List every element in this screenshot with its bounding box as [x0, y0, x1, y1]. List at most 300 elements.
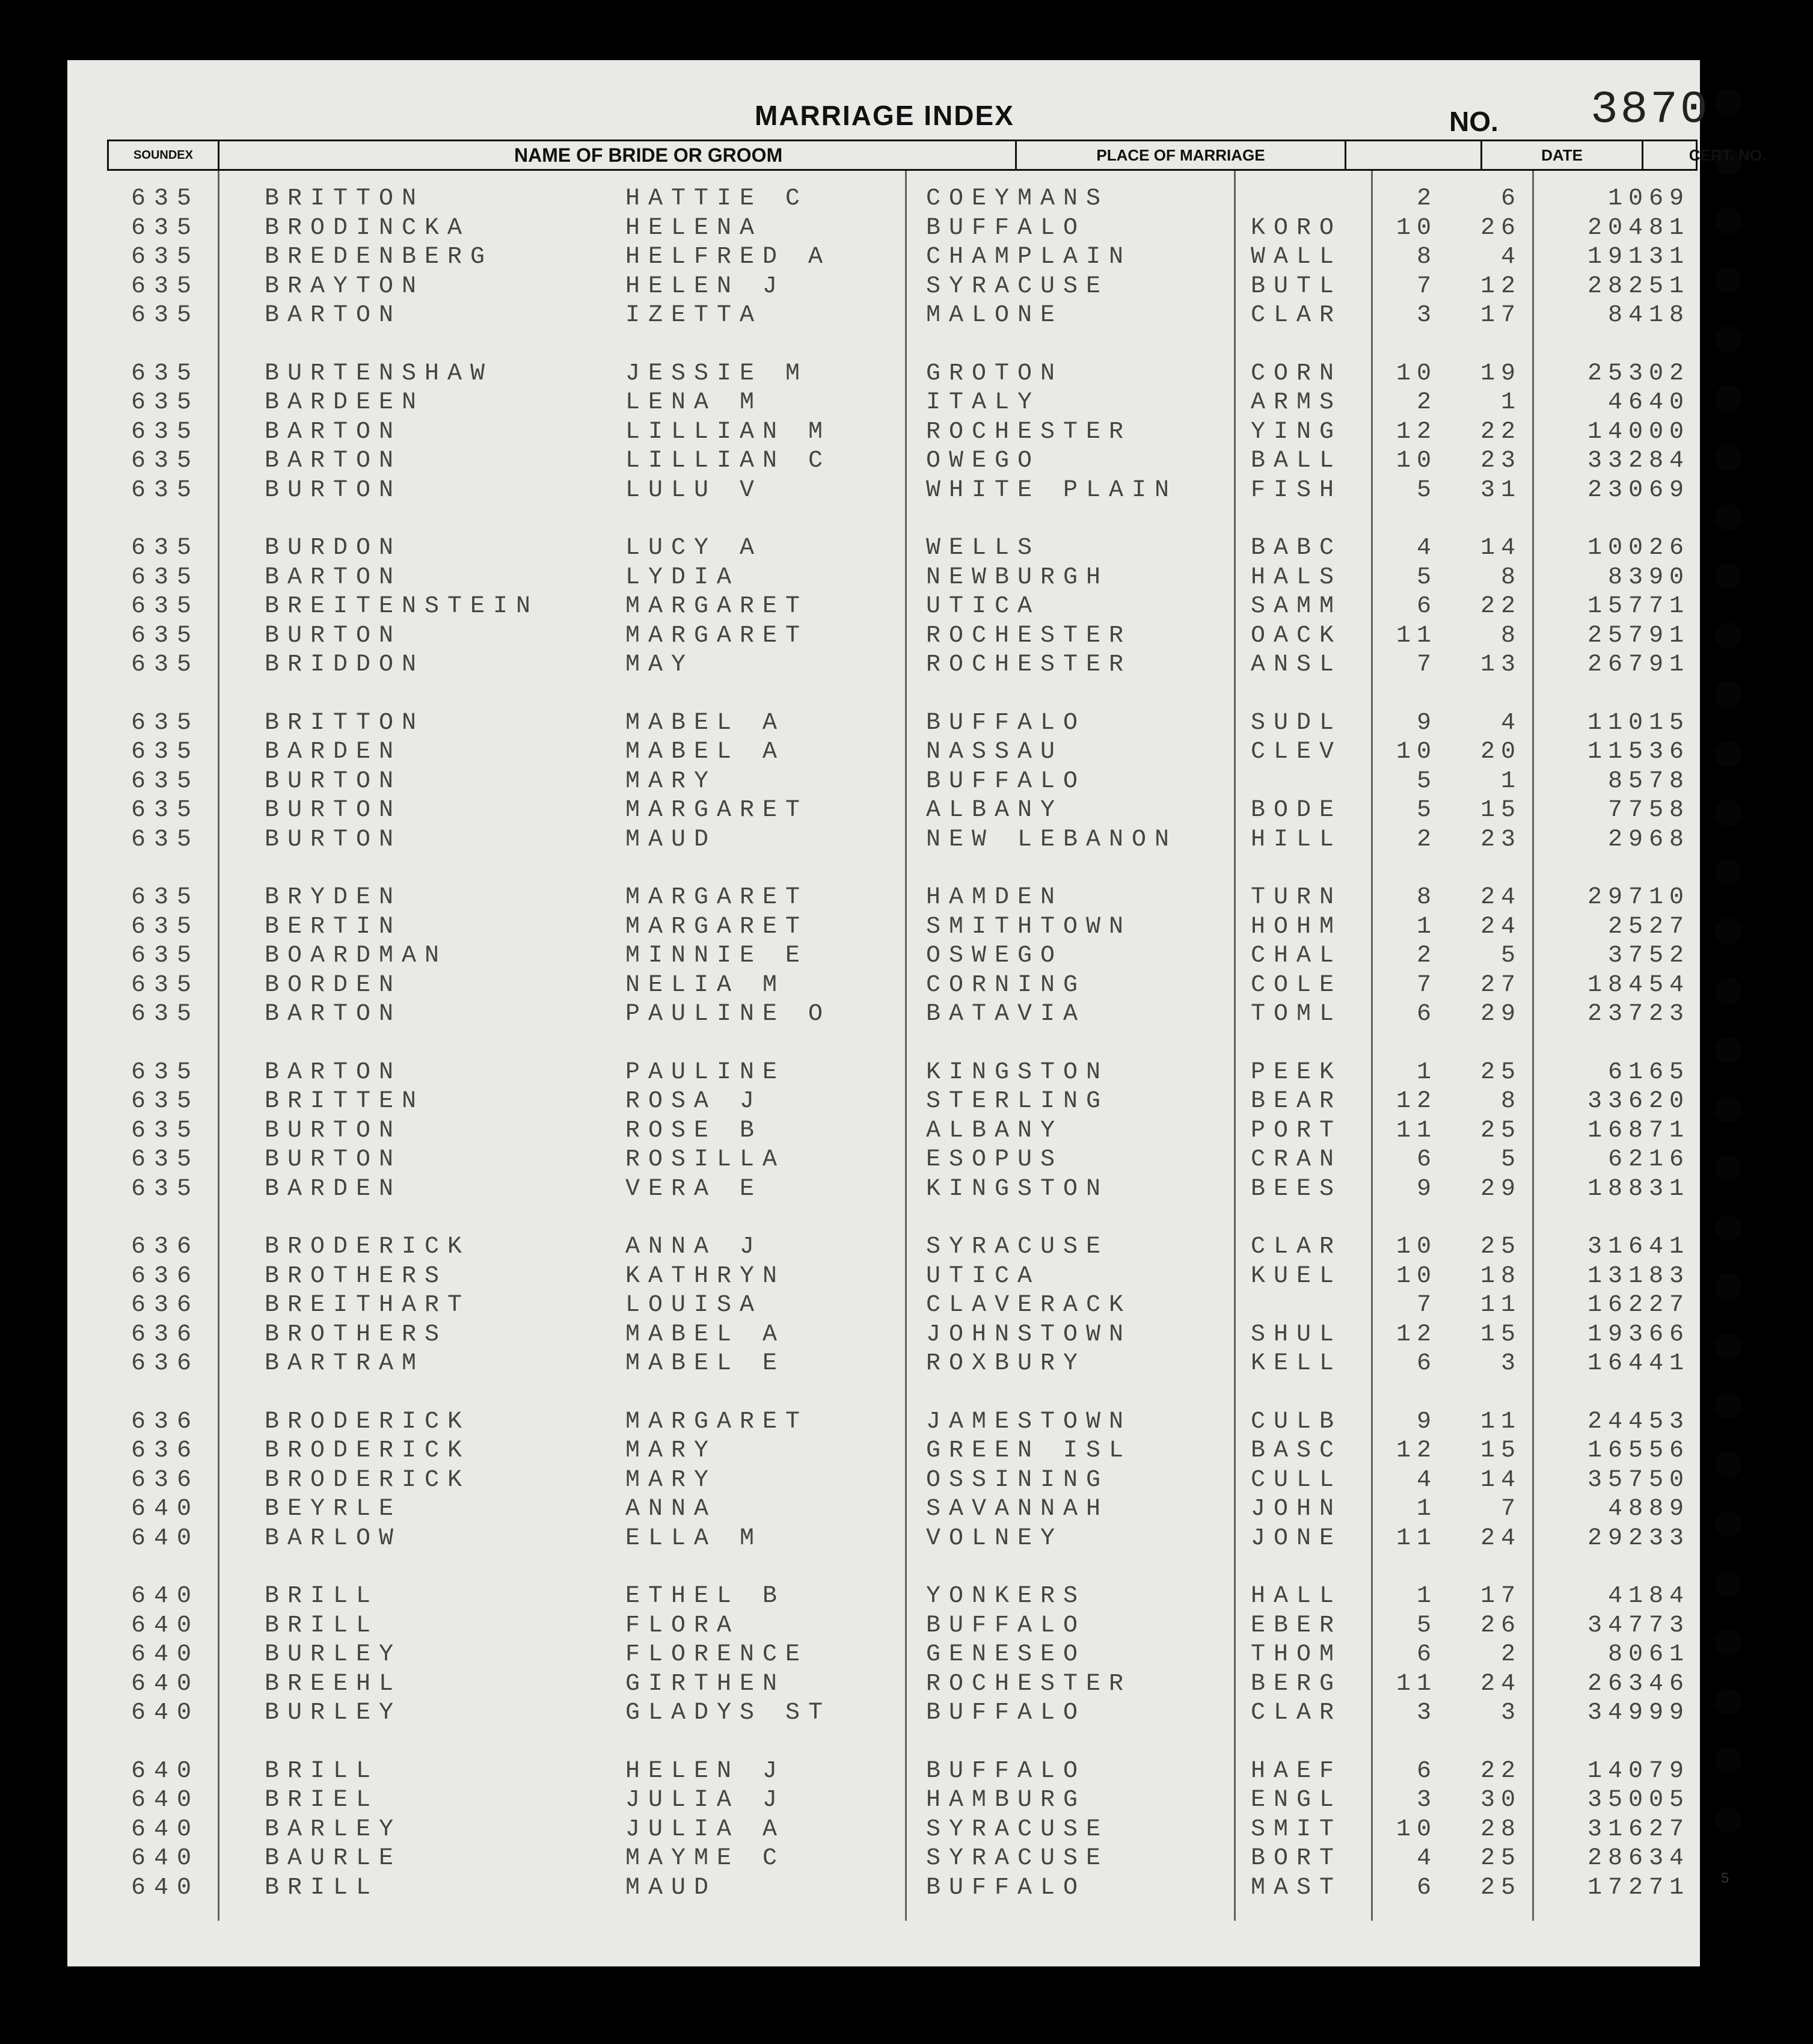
officiant-code: SMIT [1251, 1816, 1343, 1843]
given-name: FLORENCE [625, 1641, 809, 1668]
given-name: GLADYS ST [625, 1699, 832, 1726]
month: 1 [1416, 913, 1437, 941]
officiant-code: KORO [1251, 215, 1343, 242]
soundex-code: 635 [131, 564, 200, 591]
soundex-code: 635 [131, 768, 200, 795]
given-name: ROSA J [625, 1088, 763, 1115]
officiant-code: SUDL [1251, 710, 1343, 737]
soundex-code: 640 [131, 1671, 200, 1698]
soundex-code: 636 [131, 1321, 200, 1348]
month: 4 [1416, 1467, 1437, 1494]
header-name: NAME OF BRIDE OR GROOM [219, 141, 1017, 169]
officiant-code: KELL [1251, 1350, 1343, 1377]
surname: BRIDDON [265, 651, 425, 678]
month: 3 [1416, 302, 1437, 329]
officiant-code: BUTL [1251, 273, 1343, 300]
day: 22 [1480, 593, 1521, 620]
given-name: MARGARET [625, 797, 809, 824]
place-of-marriage: YONKERS [926, 1583, 1087, 1610]
soundex-code: 635 [131, 710, 200, 737]
soundex-code: 640 [131, 1787, 200, 1814]
feed-hole [1715, 326, 1741, 352]
surname: BURTON [265, 1146, 402, 1173]
officiant-code: BERG [1251, 1671, 1343, 1698]
cert-number: 26791 [1587, 651, 1690, 678]
officiant-code: MAST [1251, 1874, 1343, 1901]
cert-number: 8418 [1607, 302, 1690, 329]
given-name: MAY [625, 651, 695, 678]
given-name: MARY [625, 768, 717, 795]
given-name: NELIA M [625, 972, 786, 999]
surname: BRODERICK [265, 1408, 471, 1435]
day: 15 [1480, 797, 1521, 824]
soundex-code: 635 [131, 360, 200, 387]
month: 10 [1396, 738, 1437, 766]
cert-number: 7758 [1607, 797, 1690, 824]
soundex-code: 635 [131, 826, 200, 853]
surname: BURLEY [265, 1641, 402, 1668]
surname: BRODERICK [265, 1437, 471, 1464]
officiant-code: BEAR [1251, 1088, 1343, 1115]
cert-number: 24453 [1587, 1408, 1690, 1435]
day: 19 [1480, 360, 1521, 387]
feed-hole [1715, 1748, 1741, 1774]
feed-hole [1715, 1392, 1741, 1419]
day: 14 [1480, 1467, 1521, 1494]
day: 17 [1480, 302, 1521, 329]
month: 5 [1416, 1612, 1437, 1639]
cert-number: 34773 [1587, 1612, 1690, 1639]
given-name: VERA E [625, 1176, 763, 1203]
given-name: HELEN J [625, 273, 786, 300]
given-name: ETHEL B [625, 1583, 786, 1610]
day: 8 [1500, 1088, 1521, 1115]
soundex-code: 635 [131, 942, 200, 969]
surname: BRITTON [265, 185, 425, 212]
header-cert: CERT. NO. [1689, 146, 1767, 164]
day: 5 [1500, 942, 1521, 969]
column-header-row [107, 140, 1767, 171]
officiant-code: YING [1251, 419, 1343, 446]
cert-number: 33284 [1587, 447, 1690, 474]
place-of-marriage: SYRACUSE [926, 273, 1109, 300]
day: 15 [1480, 1321, 1521, 1348]
cert-number: 8390 [1607, 564, 1690, 591]
cert-number: 16556 [1587, 1437, 1690, 1464]
feed-hole [1715, 1629, 1741, 1656]
surname: BARTON [265, 564, 402, 591]
surname: BURTON [265, 477, 402, 504]
soundex-code: 635 [131, 477, 200, 504]
place-of-marriage: CORNING [926, 972, 1087, 999]
place-of-marriage: ITALY [926, 389, 1041, 416]
feed-hole [1715, 978, 1741, 1004]
month: 6 [1416, 1350, 1437, 1377]
month: 10 [1396, 1233, 1437, 1260]
feed-hole [1715, 681, 1741, 708]
cert-number: 4184 [1607, 1583, 1690, 1610]
cert-number: 17271 [1587, 1874, 1690, 1901]
given-name: LENA M [625, 389, 763, 416]
place-of-marriage: SYRACUSE [926, 1233, 1109, 1260]
soundex-code: 635 [131, 651, 200, 678]
month: 5 [1416, 477, 1437, 504]
place-of-marriage: OSWEGO [926, 942, 1064, 969]
feed-hole [1715, 859, 1741, 886]
place-of-marriage: GREEN ISL [926, 1437, 1132, 1464]
day: 15 [1480, 1437, 1521, 1464]
cert-number: 23069 [1587, 477, 1690, 504]
feed-hole [1715, 1689, 1741, 1715]
soundex-code: 636 [131, 1467, 200, 1494]
place-of-marriage: BUFFALO [926, 215, 1087, 242]
surname: BROTHERS [265, 1321, 448, 1348]
month: 9 [1416, 1408, 1437, 1435]
day: 24 [1480, 884, 1521, 911]
month: 5 [1416, 797, 1437, 824]
day: 25 [1480, 1845, 1521, 1872]
month: 7 [1416, 1292, 1437, 1319]
cert-number: 31641 [1587, 1233, 1690, 1260]
given-name: LYDIA [625, 564, 740, 591]
month: 12 [1396, 1088, 1437, 1115]
soundex-code: 635 [131, 535, 200, 562]
place-of-marriage: KINGSTON [926, 1059, 1109, 1086]
place-of-marriage: HAMBURG [926, 1787, 1087, 1814]
month: 9 [1416, 710, 1437, 737]
feed-hole [1715, 1570, 1741, 1597]
surname: BRITTON [265, 710, 425, 737]
place-of-marriage: ROXBURY [926, 1350, 1087, 1377]
cert-number: 35750 [1587, 1467, 1690, 1494]
officiant-code: BASC [1251, 1437, 1343, 1464]
soundex-code: 635 [131, 1059, 200, 1086]
surname: BRIEL [265, 1787, 379, 1814]
feed-hole [1715, 1274, 1741, 1300]
day: 4 [1500, 244, 1521, 271]
officiant-code: TURN [1251, 884, 1343, 911]
surname: BREITENSTEIN [265, 593, 539, 620]
cert-number: 3752 [1607, 942, 1690, 969]
tractor-feed-holes [1715, 0, 1751, 2044]
month: 1 [1416, 1496, 1437, 1523]
soundex-code: 635 [131, 215, 200, 242]
day: 8 [1500, 622, 1521, 649]
place-of-marriage: MALONE [926, 302, 1064, 329]
officiant-code: CULB [1251, 1408, 1343, 1435]
month: 3 [1416, 1699, 1437, 1726]
day: 7 [1500, 1496, 1521, 1523]
day: 25 [1480, 1059, 1521, 1086]
officiant-code: BEES [1251, 1176, 1343, 1203]
month: 3 [1416, 1787, 1437, 1814]
soundex-code: 635 [131, 185, 200, 212]
soundex-code: 640 [131, 1612, 200, 1639]
officiant-code: BALL [1251, 447, 1343, 474]
place-of-marriage: NASSAU [926, 738, 1064, 766]
place-of-marriage: OSSINING [926, 1467, 1109, 1494]
day: 11 [1480, 1408, 1521, 1435]
given-name: IZETTA [625, 302, 763, 329]
given-name: LOUISA [625, 1292, 763, 1319]
month: 11 [1396, 1117, 1437, 1144]
given-name: KATHRYN [625, 1263, 786, 1290]
soundex-code: 635 [131, 1146, 200, 1173]
surname: BRILL [265, 1758, 379, 1785]
given-name: ROSE B [625, 1117, 763, 1144]
given-name: PAULINE O [625, 1001, 832, 1028]
place-of-marriage: ROCHESTER [926, 419, 1132, 446]
month: 6 [1416, 1758, 1437, 1785]
surname: BRILL [265, 1612, 379, 1639]
officiant-code: BORT [1251, 1845, 1343, 1872]
place-of-marriage: SYRACUSE [926, 1816, 1109, 1843]
surname: BURLEY [265, 1699, 402, 1726]
surname: BRODINCKA [265, 215, 471, 242]
feed-hole [1715, 444, 1741, 471]
given-name: MABEL A [625, 710, 786, 737]
soundex-code: 640 [131, 1496, 200, 1523]
given-name: MAYME C [625, 1845, 786, 1872]
surname: BRILL [265, 1874, 379, 1901]
header-date: DATE [1482, 141, 1643, 169]
month: 8 [1416, 884, 1437, 911]
day: 5 [1500, 1146, 1521, 1173]
given-name: LILLIAN C [625, 447, 832, 474]
feed-hole [1715, 89, 1741, 115]
cert-number: 1069 [1607, 185, 1690, 212]
day: 11 [1480, 1292, 1521, 1319]
soundex-code: 640 [131, 1758, 200, 1785]
place-of-marriage: JAMESTOWN [926, 1408, 1132, 1435]
cert-number: 29233 [1587, 1525, 1690, 1552]
month: 7 [1416, 273, 1437, 300]
cert-number: 11015 [1587, 710, 1690, 737]
month: 4 [1416, 1845, 1437, 1872]
cert-number: 6216 [1607, 1146, 1690, 1173]
place-of-marriage: BUFFALO [926, 710, 1087, 737]
given-name: ANNA J [625, 1233, 763, 1260]
place-of-marriage: SMITHTOWN [926, 913, 1132, 941]
soundex-code: 635 [131, 593, 200, 620]
soundex-code: 640 [131, 1525, 200, 1552]
surname: BRITTEN [265, 1088, 425, 1115]
officiant-code: ENGL [1251, 1787, 1343, 1814]
place-of-marriage: UTICA [926, 593, 1041, 620]
surname: BROTHERS [265, 1263, 448, 1290]
soundex-code: 635 [131, 884, 200, 911]
day: 23 [1480, 826, 1521, 853]
surname: BREITHART [265, 1292, 471, 1319]
surname: BRODERICK [265, 1233, 471, 1260]
officiant-code: KUEL [1251, 1263, 1343, 1290]
header-place: PLACE OF MARRIAGE [1017, 141, 1346, 169]
day: 3 [1500, 1699, 1521, 1726]
officiant-code: EBER [1251, 1612, 1343, 1639]
place-of-marriage: NEWBURGH [926, 564, 1109, 591]
soundex-code: 640 [131, 1641, 200, 1668]
day: 1 [1500, 768, 1521, 795]
soundex-code: 635 [131, 302, 200, 329]
column-rule [218, 171, 219, 1921]
soundex-code: 640 [131, 1699, 200, 1726]
cert-number: 16227 [1587, 1292, 1690, 1319]
given-name: LULU V [625, 477, 763, 504]
given-name: MABEL E [625, 1350, 786, 1377]
place-of-marriage: BATAVIA [926, 1001, 1087, 1028]
officiant-code: HILL [1251, 826, 1343, 853]
day: 24 [1480, 1671, 1521, 1698]
surname: BRYDEN [265, 884, 402, 911]
given-name: MARY [625, 1467, 717, 1494]
month: 10 [1396, 1263, 1437, 1290]
month: 9 [1416, 1176, 1437, 1203]
day: 20 [1480, 738, 1521, 766]
soundex-code: 635 [131, 1088, 200, 1115]
footer-mark: 5 [1721, 1870, 1729, 1886]
cert-number: 16871 [1587, 1117, 1690, 1144]
day: 8 [1500, 564, 1521, 591]
officiant-code: CLAR [1251, 1233, 1343, 1260]
place-of-marriage: ROCHESTER [926, 651, 1132, 678]
place-of-marriage: STERLING [926, 1088, 1109, 1115]
feed-hole [1715, 1807, 1741, 1834]
soundex-code: 635 [131, 622, 200, 649]
surname: BEYRLE [265, 1496, 402, 1523]
place-of-marriage: ALBANY [926, 1117, 1064, 1144]
given-name: HELENA [625, 215, 763, 242]
cert-number: 18831 [1587, 1176, 1690, 1203]
feed-hole [1715, 622, 1741, 649]
surname: BOARDMAN [265, 942, 448, 969]
given-name: LILLIAN M [625, 419, 832, 446]
day: 12 [1480, 273, 1521, 300]
month: 10 [1396, 360, 1437, 387]
day: 25 [1480, 1233, 1521, 1260]
feed-hole [1715, 563, 1741, 589]
place-of-marriage: NEW LEBANON [926, 826, 1178, 853]
given-name: JULIA A [625, 1816, 786, 1843]
month: 12 [1396, 419, 1437, 446]
cert-number: 10026 [1587, 535, 1690, 562]
officiant-code: HAEF [1251, 1758, 1343, 1785]
surname: BARLEY [265, 1816, 402, 1843]
soundex-code: 640 [131, 1816, 200, 1843]
place-of-marriage: BUFFALO [926, 1758, 1087, 1785]
surname: BREEHL [265, 1671, 402, 1698]
header-blank [1346, 141, 1482, 169]
cert-number: 2527 [1607, 913, 1690, 941]
place-of-marriage: ROCHESTER [926, 622, 1132, 649]
officiant-code: HALL [1251, 1583, 1343, 1610]
cert-number: 28251 [1587, 273, 1690, 300]
month: 11 [1396, 1671, 1437, 1698]
feed-hole [1715, 385, 1741, 412]
surname: BAURLE [265, 1845, 402, 1872]
day: 6 [1500, 185, 1521, 212]
day: 3 [1500, 1350, 1521, 1377]
place-of-marriage: GROTON [926, 360, 1064, 387]
day: 13 [1480, 651, 1521, 678]
cert-number: 23723 [1587, 1001, 1690, 1028]
day: 26 [1480, 215, 1521, 242]
feed-hole [1715, 1215, 1741, 1241]
month: 6 [1416, 1146, 1437, 1173]
month: 11 [1396, 622, 1437, 649]
soundex-code: 635 [131, 972, 200, 999]
officiant-code: HALS [1251, 564, 1343, 591]
cert-number: 28634 [1587, 1845, 1690, 1872]
cert-number: 35005 [1587, 1787, 1690, 1814]
month: 6 [1416, 1001, 1437, 1028]
month: 2 [1416, 826, 1437, 853]
surname: BURTON [265, 768, 402, 795]
officiant-code: CORN [1251, 360, 1343, 387]
day: 29 [1480, 1176, 1521, 1203]
cert-number: 13183 [1587, 1263, 1690, 1290]
feed-hole [1715, 504, 1741, 530]
given-name: MARY [625, 1437, 717, 1464]
place-of-marriage: UTICA [926, 1263, 1041, 1290]
feed-hole [1715, 1333, 1741, 1360]
officiant-code: FISH [1251, 477, 1343, 504]
month: 4 [1416, 535, 1437, 562]
soundex-code: 635 [131, 389, 200, 416]
given-name: MARGARET [625, 593, 809, 620]
month: 6 [1416, 593, 1437, 620]
day: 24 [1480, 1525, 1521, 1552]
feed-hole [1715, 918, 1741, 945]
officiant-code: CLAR [1251, 302, 1343, 329]
place-of-marriage: SYRACUSE [926, 1845, 1109, 1872]
cert-number: 16441 [1587, 1350, 1690, 1377]
place-of-marriage: BUFFALO [926, 1699, 1087, 1726]
feed-hole [1715, 1511, 1741, 1537]
cert-number: 14000 [1587, 419, 1690, 446]
place-of-marriage: WELLS [926, 535, 1041, 562]
officiant-code: TOML [1251, 1001, 1343, 1028]
given-name: ROSILLA [625, 1146, 786, 1173]
cert-number: 19366 [1587, 1321, 1690, 1348]
officiant-code: ANSL [1251, 651, 1343, 678]
surname: BARTON [265, 419, 402, 446]
place-of-marriage: BUFFALO [926, 1612, 1087, 1639]
soundex-code: 636 [131, 1437, 200, 1464]
cert-number: 33620 [1587, 1088, 1690, 1115]
month: 8 [1416, 244, 1437, 271]
feed-hole [1715, 1096, 1741, 1123]
cert-number: 4889 [1607, 1496, 1690, 1523]
feed-hole [1715, 267, 1741, 293]
place-of-marriage: WHITE PLAIN [926, 477, 1178, 504]
officiant-code: BODE [1251, 797, 1343, 824]
column-rule [1234, 171, 1236, 1921]
day: 22 [1480, 419, 1521, 446]
soundex-code: 635 [131, 447, 200, 474]
surname: BERTIN [265, 913, 402, 941]
officiant-code: WALL [1251, 244, 1343, 271]
given-name: GIRTHEN [625, 1671, 786, 1698]
day: 25 [1480, 1117, 1521, 1144]
officiant-code: SAMM [1251, 593, 1343, 620]
given-name: FLORA [625, 1612, 740, 1639]
soundex-code: 635 [131, 244, 200, 271]
header-soundex: SOUNDEX [109, 141, 219, 169]
day: 18 [1480, 1263, 1521, 1290]
place-of-marriage: CLAVERACK [926, 1292, 1132, 1319]
month: 12 [1396, 1437, 1437, 1464]
soundex-code: 635 [131, 913, 200, 941]
